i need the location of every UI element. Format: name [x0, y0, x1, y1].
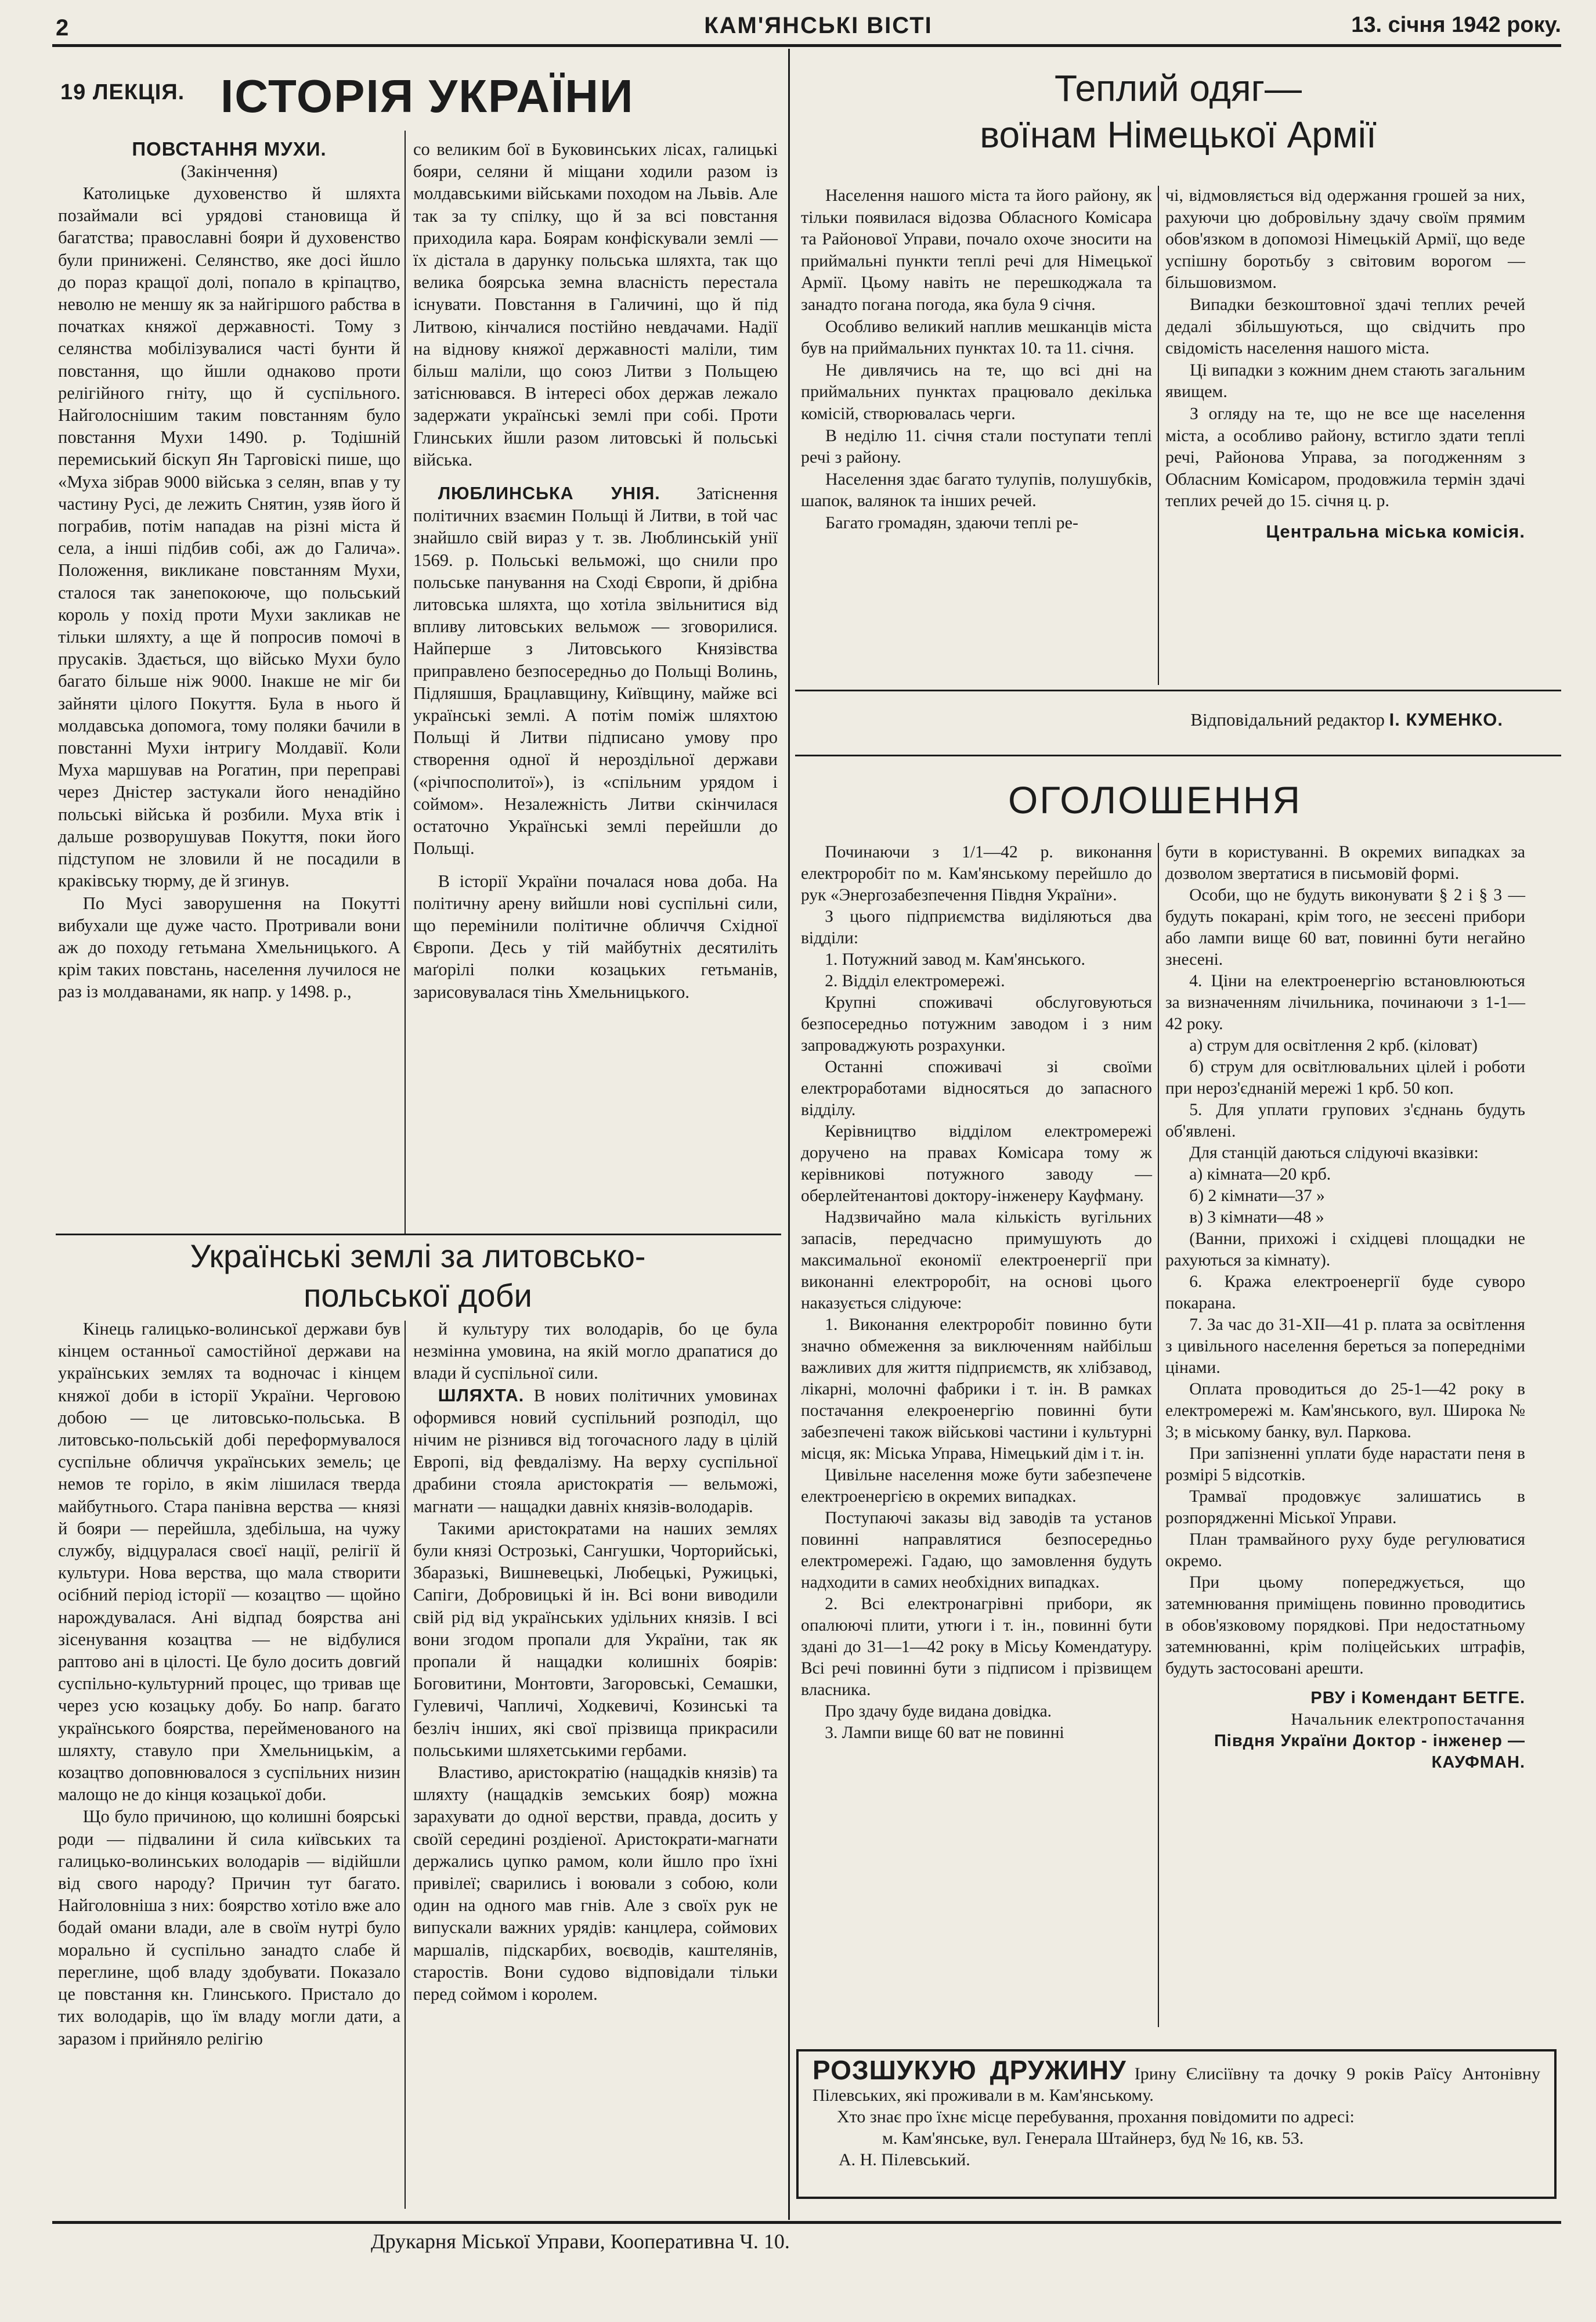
paragraph: Католицьке духовенство й шляхта позаймали всі урядові становища й багатства; православні бояри й духовенство були принижені. Селянство, яке досі йшло до пораз кращої долі, попало в кріпацтво, неволю не меншу як за найгіршого рабства в початках княжої державності. Тому з селянства мобілізувалися часті бунти й повстання, що йшли однаково проти релігійного гніту, що й суспільного. Найголоснішим таким повстанням було повстання Мухи 1490. р. Тодішній перемиський біскуп Ян Тарговіскі пише, що «Муха зібрав 9000 війська з селян, впав у ту частину Русі, де лежить Снятин, узяв його й пограбив, потім нападав на різні міста й села, а інші підбив собі, аж до Галича». Положення, викликане повстанням Мухи, сталося так занепокоюче, що польський король у похід проти Мухи закликав не тільки шляхту, а ще й попросив помочі в прусаків. Здається, що військо Мухи було багато більше ніж 9000. Інакше не міг би зайняти цілого Покуття. Була в нього й молдавська допомога, тому поляки бачили в повстанні Мухи інтригу Молдавії. Коли Муха маршував на Рогатин, при переправі через Дністер застукали його ненадійно польські війська й розбили. Муха втік і дальше розворушував Покуття, поки його підступом не зловили й не посадили в краківську тюрму, де й згинув. — [58, 183, 400, 891]
paragraph: Надзвичайно мала кількість вугільних запасів, передчасно примушують до максимальної економії електроенергії при виконанні електроробіт, на основі цього наказується слідуюче: — [801, 1208, 1152, 1313]
paragraph: Населення нашого міста та його району, як тільки появилася відозва Обласного Комісара та Районової Управи, почало охоче зносити на приймальні пункти теплі речі для Німецької Армії. Цьому навіть не перешкоджала та занадто погана погода, яка була 9 січня. — [801, 186, 1152, 314]
wife-search-top — [813, 2055, 1540, 2106]
title-line: Теплий одяг— — [1055, 67, 1302, 109]
paragraph: При запізненні уплати буде нарастати пеня в розмірі 5 відсотків. — [1165, 1444, 1525, 1484]
paragraph: Багато громадян, здаючи теплі ре- — [825, 513, 1078, 532]
wife-search-mid: Хто знає про їхнє місце перебування, прохання повідомити по адресі: — [837, 2107, 1355, 2126]
title-line: воїнам Німецької Армії — [980, 114, 1377, 156]
footer-rule — [52, 2221, 1561, 2224]
lithuanian-col-2 — [413, 1318, 778, 2005]
history-col-1 — [58, 138, 400, 1003]
lecture-label: 19 ЛЕКЦІЯ. — [60, 80, 185, 104]
paragraph: 2. Всі електронагрівні прибори, як опалюючі плити, утюги і т. ін., повинні бути здані до 31—1—42 року в Місьу Комендатуру. Всі речі повинні бути з підписом і прізвищем власника. — [801, 1595, 1152, 1699]
paragraph: 7. За час до 31-XII—41 р. плата за освітлення з цивільного населення береться за попередніми цінами. — [1165, 1315, 1525, 1377]
wife-search-title: РОЗШУКУЮ ДРУЖИНУ — [813, 2055, 1126, 2085]
announcement-col-1 — [801, 842, 1152, 1744]
paragraph: Кінець галицько-волинської держави був кінцем останньої самостійної держави на українських землях та водночас і кінцем княжої доби в історії України. Черговою добою — це литовсько-польська. В литовсько-польській добі переформувалося суспільне обличчя українських земель; це немов те горіло, в якім лішилася тверда майбутнього. Стара панівна верства — князі й бояри — перейшла, здебільша, на чужу службу, відцуралася своєї нації, релігії й культури. Нова верства, що мала створити осібний період історії — козацтво — щойно нарождувалася. Ані відпад боярства ані зісенування козацтва — не відбулися раптово ані в цілості. Це було досить довгий суспільно-культурний процес, що тривав ще через усю козацьку добу. Бо напр. багато українського боярства, перейменованого на шляхту, ставуло при Хмельницькім, а козацтво доповнювалося з суспільних низин малощо не до кінця козацької доби. — [58, 1319, 400, 1805]
history-separator — [56, 1234, 781, 1235]
wife-search-text — [813, 2055, 1540, 2170]
issue-date: 13. січня 1942 року. — [1351, 13, 1561, 37]
masthead-rule — [52, 44, 1561, 47]
paragraph: В історії України почалася нова доба. На політичну арену вийшли нові суспільні сили, що перемінили політичне обличчя Східної Європи. Десь у тій майбутніх десятиліть маґорілі полки козацьких гетьманів, зарисовувалася тінь Хмельницького. — [413, 871, 778, 1002]
column-rule-warm — [1158, 186, 1159, 685]
section-subheading: (Закінчення) — [180, 161, 278, 181]
warm-text-col1 — [801, 185, 1152, 534]
lithuanian-title — [58, 1236, 778, 1315]
warm-signature: Центральна міська комісія. — [1266, 521, 1525, 542]
signature-line: РВУ і Комендант БЕТГЕ. — [1310, 1689, 1525, 1707]
announcement-text-col1 — [801, 842, 1152, 1744]
lithuanian-text-col2 — [413, 1318, 778, 2005]
warm-clothes-title — [795, 65, 1561, 158]
column-rule-main — [788, 49, 790, 2220]
paragraph: План трамвайного руху буде регулюватися окремо. — [1165, 1530, 1525, 1570]
paragraph: Керівництво відділом електромережі доручено на правах Комісара тому ж керівникові потужного заводу — оберлейтенантові доктору-інженеру Кауфману. — [801, 1122, 1152, 1205]
lublin-text: Затіснення політичних взаємин Польщі й Литви, в той час знайшло свій вираз у т. зв. Люблинській унії 1569. р. Польські вельможі, що снили про польське панування на Сході Європи, й дрібна литовська шляхта, що хотіла звільнитися від впливу литовських вельмож — зговорилися. Найперше з Литовського Князівства приправлено безпосередньо до Польщі Волинь, Підляшшя, Брацлавщину, Київщину, майже всі українські землі. А потім поміж шляхтою Польщі й Литви підписано умову про створення одної й нероздільної держави («річпосполитої»), із «спільним урядом і соймом». Незалежність Литви скінчилася остаточно Українські землі перейшли до Польщі. — [413, 484, 778, 859]
paragraph: 6. Кража електроенергії буде суворо покарана. — [1165, 1272, 1525, 1313]
column-rule-announcement — [1158, 843, 1159, 2027]
history-text-col1 — [58, 182, 400, 1003]
signature-line: Начальник електропостачання — [1291, 1710, 1525, 1729]
paragraph: Ці випадки з кожним днем стають загальним явищем. — [1165, 360, 1525, 402]
warm-col-2 — [1165, 185, 1525, 542]
paragraph: Останні споживачі зі своїми електроработами відносяться до запасного відділу. — [801, 1058, 1152, 1119]
paragraph: Випадки безкоштовної здачі теплих речей дедалі збільшуються, що свідчить про свідомість населення нашого міста. — [1165, 294, 1525, 358]
announcement-signature — [1165, 1688, 1525, 1773]
lublin-heading: ЛЮБЛИНСЬКА УНІЯ. — [438, 484, 660, 504]
paragraph: В неділю 11. січня стали поступати теплі речі з району. — [801, 426, 1152, 467]
history-col-2 — [413, 138, 778, 1003]
title-line: Українські землі за литовсько- — [190, 1238, 646, 1274]
paragraph: б) 2 кімнати—37 » — [1189, 1187, 1325, 1205]
paragraph: Крупні споживачі обслуговуються безпосередньо потужним заводом і з ним запроваджують розрахунки. — [801, 993, 1152, 1055]
editor-rule-top — [795, 690, 1561, 691]
paragraph: Такими аристократами на наших землях були князі Острозькі, Сангушки, Чорторийські, Збаразькі, Вишневецькі, Любецькі, Ружицькі, Сапіги, Добровицькі й ін. Всі вони виводили свій рід від українських удільних князів. І всі вони згодом пропали для України, так як пропали й нащадки колишніх боярів: Боговитини, Монтовти, Загоровські, Семашки, Гулевичі, Чапличі, Ходкевичі, Козинські та безліч інших, які свої прізвища прикрасили польськими шляхетськими гербами. — [413, 1518, 778, 1760]
paragraph: 1. Виконання електроробіт повинно бути значно обмеження за виключенням найбільш важливих для життя підприємств, як хлібзавод, лікарні, молочні фабрики і т. ін. В рамках постачання елекроенергію повинні бути забезпечені також військові частини і культурні місця, як: Міська Управа, Німецький дім і т. ін. — [801, 1315, 1152, 1463]
paragraph: бути в користуванні. В окремих випадках за дозволом звертатися в письмовій формі. — [1165, 843, 1525, 883]
lublin-paragraph — [413, 482, 778, 859]
announcement-title: ОГОЛОШЕННЯ — [1008, 778, 1302, 821]
wife-search-address: м. Кам'янське, вул. Генерала Штайнерз, буд № 16, кв. 53. — [882, 2129, 1304, 2148]
column-rule-lithuanian — [405, 1321, 406, 2209]
announcement-text-col2 — [1165, 842, 1525, 1679]
paragraph: По Мусі заворушення на Покутті вибухали ще дуже часто. Протривали вони аж до походу гетьмана Хмельницького. А крім таких повстань, населення лучилося не раз із молдаванами, як напр. у 1498. р., — [58, 893, 400, 1002]
wife-search-name: А. Н. Пілевський. — [839, 2150, 970, 2169]
paragraph: 5. Для уплати групових з'єднань будуть об'явлені. — [1165, 1101, 1525, 1141]
paragraph: 1. Потужний завод м. Кам'янського. — [825, 950, 1085, 969]
announcement-col-2 — [1165, 842, 1525, 1773]
paragraph: Про здачу буде видана довідка. — [825, 1702, 1052, 1721]
paragraph: Не дивлячись на те, що всі дні на приймальних пунктах працювало декілька комісій, створювалась черги. — [801, 360, 1152, 423]
gentry-heading: ШЛЯХТА. — [438, 1385, 525, 1405]
editor-rule-bottom — [795, 755, 1561, 756]
lithuanian-col-1 — [58, 1318, 400, 2050]
paragraph: Що було причиною, що колишні боярські роди — підвалини й сила київських та галицько-волинських володарів — відійшли від свого народу? Причин тут багато. Найголовніша з них: боярство хотіло вже ало бодай омани влади, але в своїм нутрі було морально й суспільно занадто слабе й переглине, щоб владу здобувати. Показало це повстання кн. Глинського. Пристало до тих володарів, що їм владу могли дати, а заразом і прийняло релігію — [58, 1807, 400, 2049]
history-text-col2 — [413, 138, 778, 1003]
warm-col-1 — [801, 185, 1152, 534]
paragraph: а) кімната—20 крб. — [1189, 1165, 1331, 1184]
paragraph: З цього підприємства виділяються два відділи: — [801, 907, 1152, 947]
paragraph: й культуру тих володарів, бо це була незмінна умовина, на якій могло драпатися до влади й суспільної сили. — [413, 1319, 778, 1383]
paragraph: З огляду на те, що не все ще населення міста, а особливо району, встигло здати теплі речі, Районова Управа, за погодженням з Обласним Комісаром, продовжила термін здачі теплих речей до 15. січня ц. р. — [1165, 403, 1525, 511]
column-rule-history — [405, 131, 406, 1234]
paragraph: 2. Відділ електромережі. — [825, 972, 1005, 990]
paragraph: (Ванни, прихожі і східцеві площадки не рахуються за кімнату). — [1165, 1229, 1525, 1270]
paragraph: Властиво, аристократію (нащадків князів) та шляхту (нащадків земських бояр) можна зарахувати до одної верстви, правда, досить у своїй середині роздіеної. Аристократи-магнати держались цупко рамом, коли йшло про їхні привілеї; сварились і воювали з собою, коли один на одного мав гнів. Але з своїх рук не випускали важних урядів: канцлера, соймових маршалів, підскарбих, воєводів, каштелянів, старостів. Вони судово відповідали тільки перед соймом і королем. — [413, 1762, 778, 2004]
paragraph: 4. Ціни на електроенергію встановлюються за визначенням лічильника, починаючи з 1-1—42 року. — [1165, 972, 1525, 1033]
page-number: 2 — [56, 15, 69, 41]
lithuanian-text-col1 — [58, 1318, 400, 2050]
paragraph: а) струм для освітлення 2 крб. (кіловат) — [1189, 1036, 1478, 1055]
printer-line: Друкарня Міської Управи, Кооперативна Ч. 10. — [371, 2230, 790, 2253]
paragraph: б) струм для освітлювальних цілей і роботи при нероз'єднаній мережі 1 крб. 50 коп. — [1165, 1058, 1525, 1098]
editor-label: Відповідальний редактор — [1190, 709, 1385, 730]
paragraph: При цьому попереджується, що затемнювання приміщень повинно проводитись в обов'язковому порядкові. При недостатньому затемнюванні, крім поліцейських штрафів, будуть застосовані арешти. — [1165, 1573, 1525, 1678]
paragraph: чі, відмовляється від одержання грошей за них, рахуючи цю добровільну здачу своїм прямим обов'язком в допомозі Німецькій Армії, що веде успішну боротьбу з світовим ворогом — більшовизмом. — [1165, 186, 1525, 293]
editor-line — [795, 709, 1503, 730]
wife-search-body: Ірину Єлисіївну та дочку 9 років Раїсу Антонівну Пілевських, які проживали в м. Кам'янському. — [813, 2064, 1540, 2105]
paragraph: Для станцій даються слідуючі вказівки: — [1189, 1144, 1479, 1162]
wife-search-box — [796, 2049, 1557, 2199]
paragraph: со великим бої в Буковинських лісах, галицькі бояри, селяни й міщани ходили разом із молдавськими військами походом на Львів. Але так за ту спілку, що й за всі повстання приходила кара. Боярам конфіскували землі — їх дістала в дарунку польська шляхта, так що велика боярська земна власність перестала існувати. Повстання в Галичині, що й під Литвою, кінчалися постійно невдачами. Надії на віднову княжої державності маліли, тим більш маліли, що союз Литви з Польщею затіснювався. В інтересі обох держав лежало задержати українські землі при собі. Проти Глинських йшли разом литовські й польські війська. — [413, 139, 778, 470]
paragraph: Особи, що не будуть виконувати § 2 і § 3 — будуть покарані, крім того, не зеєсені прибори або лампи вище 60 ват, повинні бути негайно знесені. — [1165, 886, 1525, 969]
gentry-paragraph — [413, 1384, 778, 1517]
title-line: польської доби — [304, 1277, 532, 1314]
paragraph: в) 3 кімнати—48 » — [1189, 1208, 1324, 1227]
paragraph: Трамваї продовжує залишатись в розпорядженні Міської Управи. — [1165, 1487, 1525, 1527]
paragraph: Цивільне населення може бути забезпечене електроенергією в окремих випадках. — [801, 1466, 1152, 1506]
paragraph: Населення здає багато тулупів, полушубків, шапок, валянок та інших речей. — [801, 469, 1152, 511]
signature-line: Півдня України Доктор - інженер — КАУФМАН. — [1214, 1732, 1525, 1772]
section-heading: ПОВСТАННЯ МУХИ. — [132, 138, 327, 160]
paragraph: Поступаючі заказы від заводів та установ повинні направлятися безпосередньо електромережі. Гадаю, що замовлення будуть надходити в самих необхідних випадках. — [801, 1509, 1152, 1592]
paper-title: КАМ'ЯНСЬКІ ВІСТІ — [704, 13, 933, 38]
paragraph: Особливо великий наплив мешканців міста був на приймальних пунктах 10. та 11. січня. — [801, 316, 1152, 358]
gentry-text: В нових політичних умовинах оформився новий суспільний розподіл, що нічим не різнився від тогочасного ладу в цілій Европі, від февдалізму. На верху суспільної драбини стояла аристократія — вельможі, магнати — нащадки давніх князів-володарів. — [413, 1385, 778, 1516]
paragraph: Оплата проводиться до 25-1—42 року в електромережі м. Кам'янського, вул. Широка № 3; в міському банку, вул. Паркова. — [1165, 1380, 1525, 1441]
paragraph: Починаючи з 1/1—42 р. виконання електроробіт по м. Кам'янському перейшло до рук «Энергозабезпечення Півдня України». — [801, 843, 1152, 904]
paragraph: 3. Лампи вище 60 ват не повинні — [825, 1724, 1064, 1742]
editor-name: І. КУМЕНКО. — [1389, 709, 1503, 730]
warm-text-col2 — [1165, 185, 1525, 512]
history-title: ІСТОРІЯ УКРАЇНИ — [221, 70, 634, 122]
